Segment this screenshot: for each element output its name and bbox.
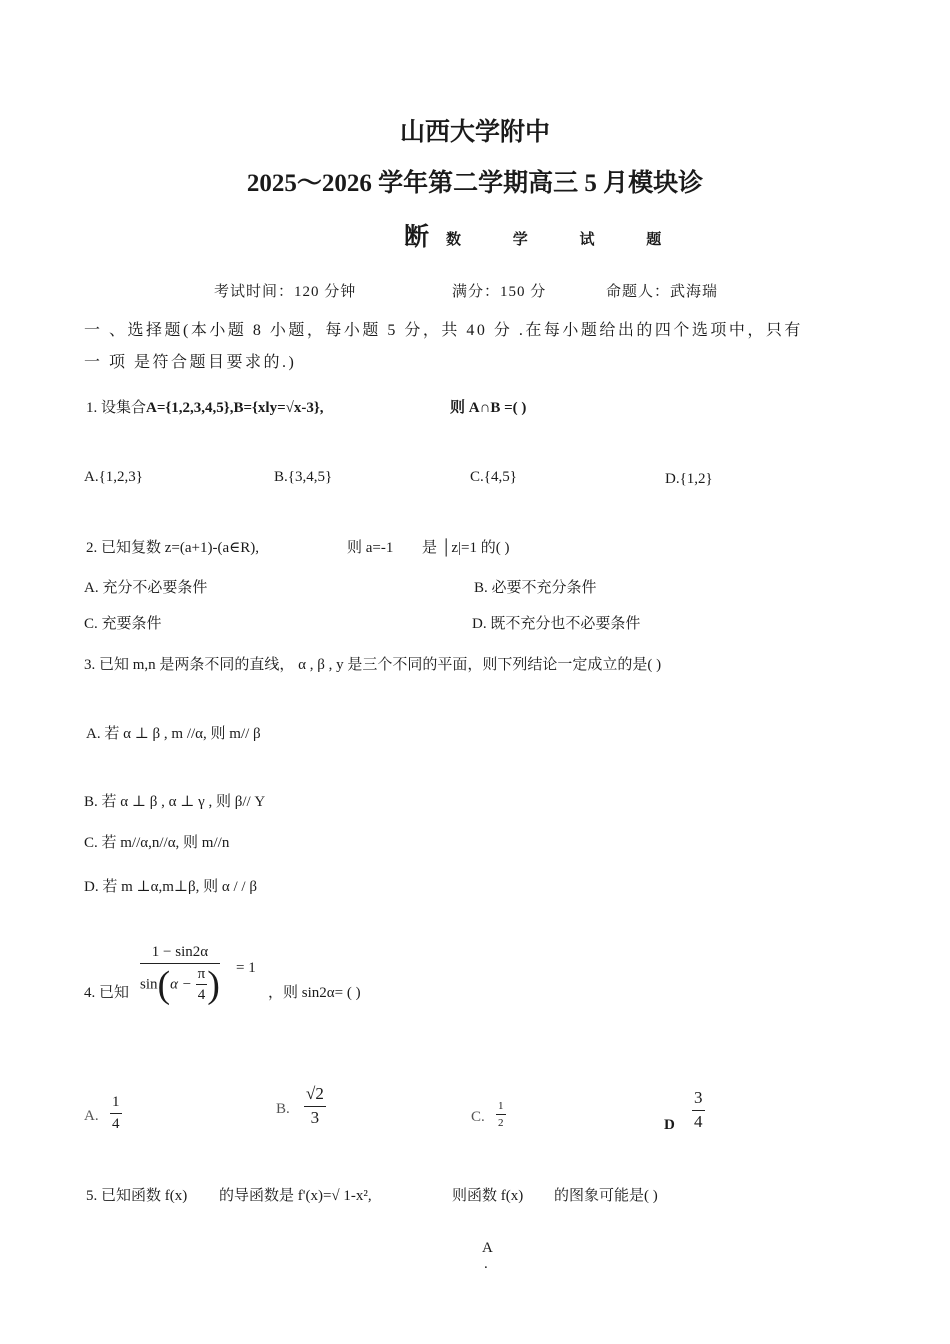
exam-title-continuation: 断 [404, 224, 430, 251]
q1-option-b: B.{3,4,5} [274, 469, 333, 485]
q4-equals: = 1 [236, 960, 256, 976]
q4-den-fn: sin [140, 975, 158, 992]
exam-author: 命题人：武海瑞 [606, 284, 719, 300]
q1-prefix: 1. 设集合 [86, 400, 147, 416]
q4-option-d-label: D [664, 1117, 675, 1133]
q3-option-a: A. 若 α ⊥ β , m //α, 则 m// β [86, 726, 261, 742]
q5-stem-c: 则函数 f(x) [452, 1188, 524, 1204]
q5-figure-label: A [482, 1240, 493, 1256]
q1-ask: 则 A∩B =( ) [450, 400, 527, 416]
q4-opt-b-den: 3 [310, 1107, 320, 1127]
q1-stem [86, 396, 324, 417]
q4-option-b-value [304, 1085, 326, 1127]
q4-main-fraction [140, 944, 220, 1004]
q4-option-c-label: C. [471, 1109, 485, 1125]
exam-subject: 数 学 试 题 [446, 232, 686, 248]
exam-time: 考试时间：120 分钟 [214, 284, 357, 300]
q1-option-a: A.{1,2,3} [84, 469, 143, 485]
q2-option-c: C. 充要条件 [84, 616, 162, 632]
q4-den-inner-den: 4 [197, 987, 206, 1003]
q5-stem-b: 的导函数是 f'(x)=√ 1-x², [219, 1188, 372, 1204]
q1-sets: A={1,2,3,4,5},B={xly=√x-3}, [146, 400, 324, 416]
q3-stem: 3. 已知 m,n 是两条不同的直线， α , β , y 是三个不同的平面，则下列结论一定成立的是( ) [84, 657, 662, 673]
q3-option-c: C. 若 m//α,n//α, 则 m//n [84, 835, 230, 851]
q3-option-b: B. 若 α ⊥ β , α ⊥ γ , 则 β// Y [84, 794, 266, 810]
q1-option-d: D.{1,2} [665, 471, 713, 487]
exam-score: 满分：150 分 [452, 284, 547, 300]
q4-option-c-value [496, 1100, 506, 1129]
exam-title: 2025～2026 学年第二学期高三 5 月模块诊 [246, 170, 704, 197]
q3-option-d: D. 若 m ⊥α,m⊥β, 则 α / / β [84, 879, 257, 895]
q4-den-inner-num: π [196, 966, 208, 986]
q1-option-c: C.{4,5} [470, 469, 517, 485]
q5-stem-d: 的图象可能是( ) [554, 1188, 658, 1204]
q4-opt-c-num: 1 [496, 1100, 506, 1115]
q4-option-a-value [110, 1094, 122, 1132]
q4-opt-d-num: 3 [692, 1089, 705, 1111]
q4-opt-a-den: 4 [112, 1115, 120, 1132]
q4-numerator: 1 − sin2α [140, 944, 220, 964]
q2-stem-a: 2. 已知复数 z=(a+1)-(a∈R), [86, 540, 259, 556]
q2-option-d: D. 既不充分也不必要条件 [472, 616, 641, 632]
q4-den-inner-fraction [196, 966, 208, 1004]
q4-opt-c-den: 2 [498, 1117, 504, 1130]
q4-opt-a-num: 1 [110, 1094, 122, 1114]
q2-stem-c: 是 │z|=1 的( ) [422, 540, 510, 556]
school-name: 山西大学附中 [399, 119, 550, 146]
q5-figure-dot: . [484, 1256, 488, 1272]
q4-option-b-label: B. [276, 1101, 290, 1117]
q4-opt-b-num: √2 [304, 1085, 326, 1107]
q5-stem-a: 5. 已知函数 f(x) [86, 1188, 188, 1204]
q4-prefix: 4. 已知 [84, 985, 130, 1001]
section-instructions-line1: 一 、选择题(本小题 8 小题，每小题 5 分，共 40 分 .在每小题给出的四个选项中，只有 [84, 322, 803, 339]
q4-denominator: sin(α − $\frac{\pi}{4}$ ) [140, 963, 220, 1006]
q4-option-d-value [692, 1089, 705, 1131]
q2-stem-b: 则 a=-1 [347, 540, 394, 556]
q2-option-b: B. 必要不充分条件 [474, 580, 597, 596]
q4-ask: ，则 sin2α= ( ) [268, 985, 361, 1001]
q4-den-lead: α − [170, 975, 192, 992]
q4-option-a-label: A. [84, 1108, 99, 1124]
q4-equation [140, 944, 220, 1004]
section-instructions-line2: 一 项 是符合题目要求的.) [84, 354, 297, 371]
q2-option-a: A. 充分不必要条件 [84, 580, 208, 596]
q4-opt-d-den: 4 [694, 1111, 703, 1131]
